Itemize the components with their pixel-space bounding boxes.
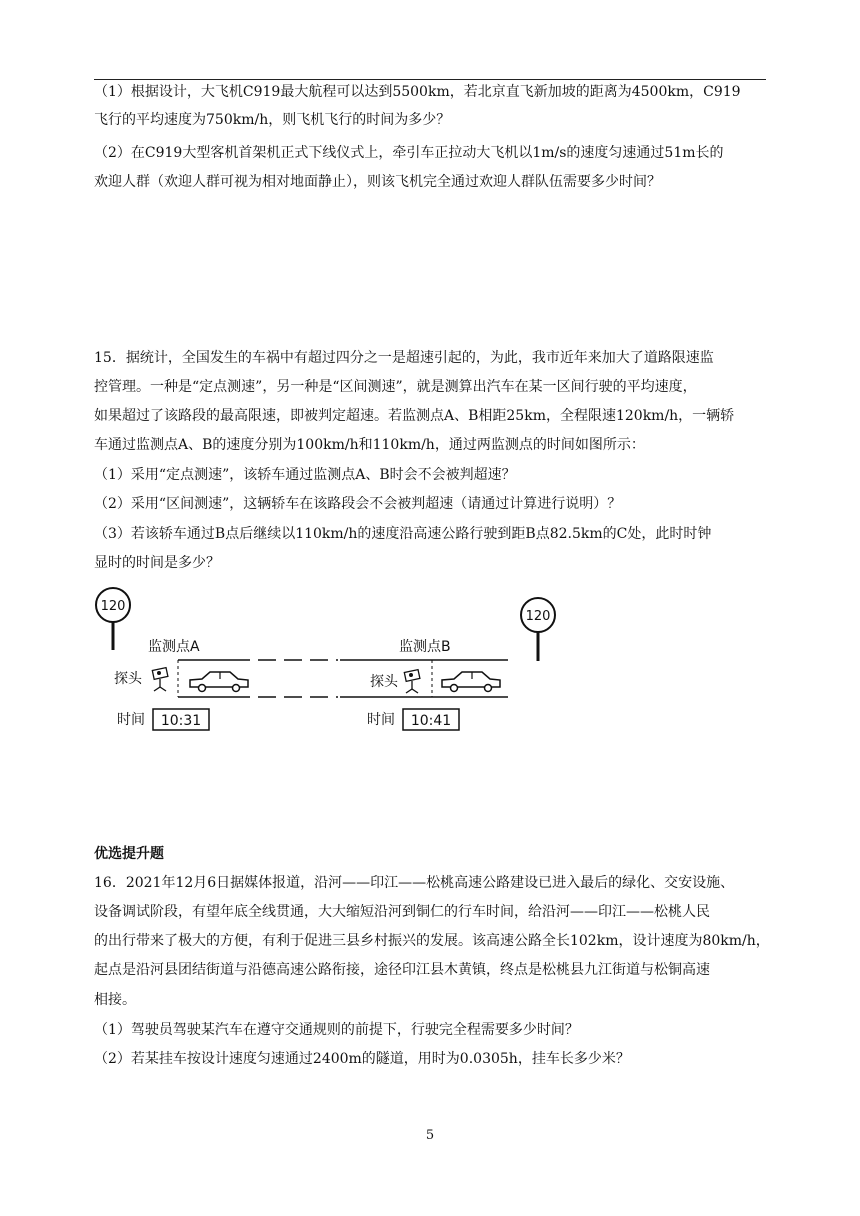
q15-sub2: （2）采用“区间测速”，这辆轿车在该路段会不会被判超速（请通过计算进行说明）？ bbox=[94, 496, 622, 512]
q15-sub1: （1）采用“定点测速”，该轿车通过监测点A、B时会不会被判超速？ bbox=[94, 467, 516, 483]
q16-line1: 16．2021年12月6日据媒体报道，沿河——印江——松桃高速公路建设已进入最后的绿化、交安设施、 bbox=[94, 875, 735, 891]
page-number: 5 bbox=[425, 1128, 435, 1143]
q14-part1-line2: 飞行的平均速度为750km/h，则飞机飞行的时间为多少？ bbox=[94, 112, 451, 128]
q15-sub3-line1: （3）若该轿车通过B点后继续以110km/h的速度沿高速公路行驶到距B点82.5km的C处，此时时钟 bbox=[94, 526, 712, 542]
car-icon bbox=[190, 672, 248, 692]
car-icon bbox=[442, 672, 500, 692]
q14-part2-line2: 欢迎人群（欢迎人群可视为相对地面静止），则该飞机完全通过欢迎人群队伍需要多少时间？ bbox=[94, 174, 661, 190]
time-label-a: 时间 bbox=[117, 712, 145, 728]
q16-sub1: （1）驾驶员驾驶某汽车在遵守交通规则的前提下，行驶完全程需要多少时间？ bbox=[94, 1022, 579, 1038]
speed-limit-sign-right-text: 120 bbox=[525, 609, 551, 624]
q16-line3: 的出行带来了极大的方便，有利于促进三县乡村振兴的发展。该高速公路全长102km，设计速度为80km/h， bbox=[94, 933, 770, 949]
q15-line2: 控管理。一种是“定点测速”，另一种是“区间测速”，就是测算出汽车在某一区间行驶的平均速度， bbox=[94, 379, 697, 395]
time-value-a: 10:31 bbox=[160, 713, 202, 729]
section-title: 优选提升题 bbox=[94, 846, 164, 862]
q15-line3: 如果超过了该路段的最高限速，即被判定超速。若监测点A、B相距25km，全程限速120km/h，一辆轿 bbox=[94, 408, 735, 424]
camera-icon bbox=[404, 670, 420, 693]
time-value-b: 10:41 bbox=[410, 713, 452, 729]
speed-limit-sign-left-text: 120 bbox=[100, 599, 126, 614]
q16-line5: 相接。 bbox=[94, 992, 136, 1008]
probe-label-a: 探头 bbox=[114, 671, 142, 687]
speed-monitoring-figure bbox=[90, 585, 560, 735]
q15-line1: 15．据统计，全国发生的车祸中有超过四分之一是超速引起的，为此，我市近年来加大了道路限速监 bbox=[94, 350, 714, 366]
q16-line4: 起点是沿河县团结街道与沿德高速公路衔接，途径印江县木黄镇，终点是松桃县九江街道与松铜高速 bbox=[94, 962, 710, 978]
camera-icon bbox=[152, 668, 168, 691]
probe-label-b: 探头 bbox=[370, 674, 398, 690]
monitor-point-b-label: 监测点B bbox=[399, 639, 451, 655]
header-rule bbox=[94, 79, 766, 80]
q15-sub3-line2: 显时的时间是多少？ bbox=[94, 555, 220, 571]
q16-sub2: （2）若某挂车按设计速度匀速通过2400m的隧道，用时为0.0305h，挂车长多少米？ bbox=[94, 1051, 630, 1067]
monitor-point-a-label: 监测点A bbox=[148, 639, 200, 655]
q15-line4: 车通过监测点A、B的速度分别为100km/h和110km/h，通过两监测点的时间如图所示： bbox=[94, 437, 645, 453]
q14-part1-line1: （1）根据设计，大飞机C919最大航程可以达到5500km，若北京直飞新加坡的距离为4500km，C919 bbox=[94, 84, 741, 100]
q16-line2: 设备调试阶段，有望年底全线贯通，大大缩短沿河到铜仁的行车时间，给沿河——印江——松桃人民 bbox=[94, 904, 710, 920]
q14-part2-line1: （2）在C919大型客机首架机正式下线仪式上，牵引车正拉动大飞机以1m/s的速度匀速通过51m长的 bbox=[94, 145, 724, 161]
time-label-b: 时间 bbox=[367, 712, 395, 728]
